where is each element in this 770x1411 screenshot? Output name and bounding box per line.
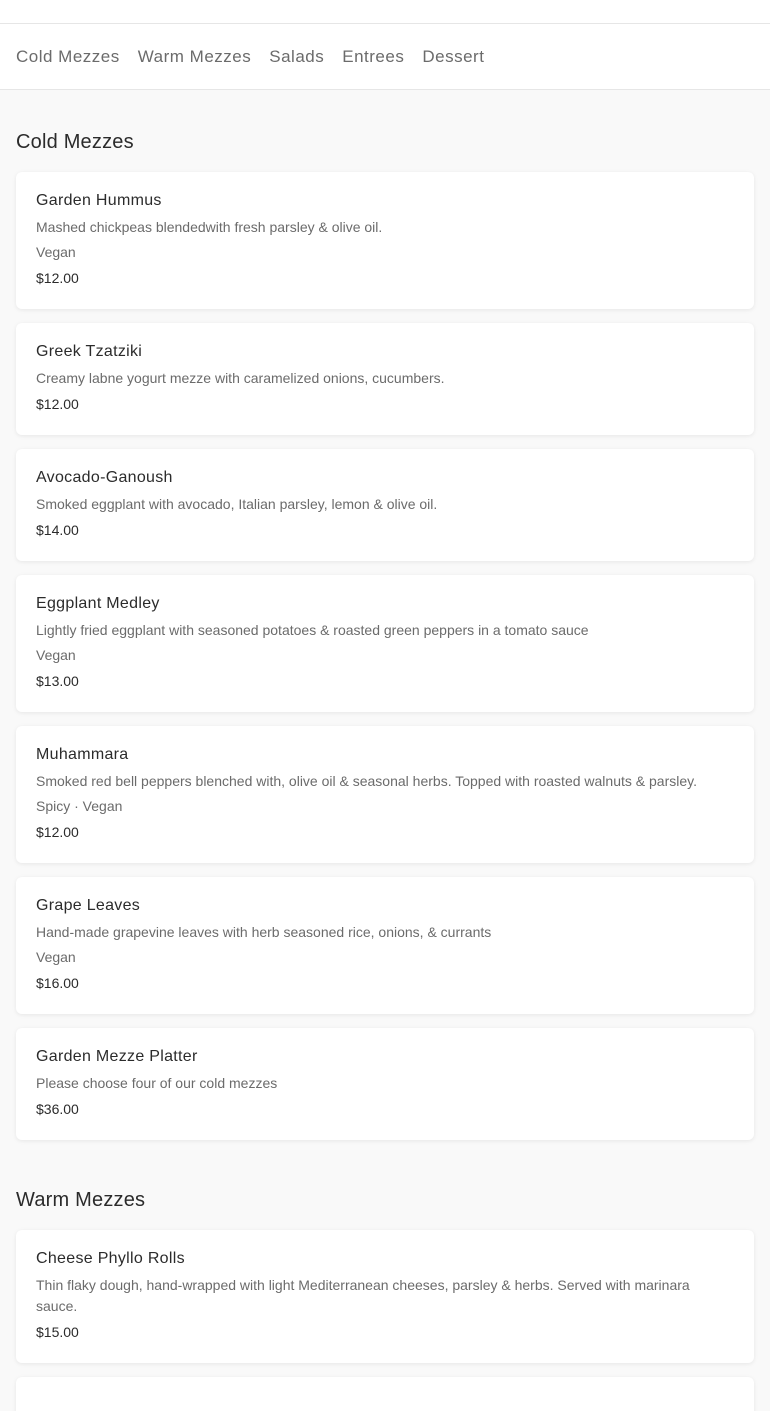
nav-warm-mezzes[interactable]: Warm Mezzes: [137, 46, 252, 66]
item-name: Greek Tzatziki: [36, 343, 143, 360]
item-name: Eggplant Medley: [36, 595, 160, 612]
item-name: Garden Hummus: [36, 192, 162, 209]
nav-entrees[interactable]: Entrees: [342, 46, 405, 66]
item-description: Lightly fried eggplant with seasoned potatoes & roasted green peppers in a tomato sauce: [36, 622, 589, 638]
item-description: Hand-made grapevine leaves with herb seasoned rice, onions, & currants: [36, 924, 492, 940]
menu-content: [0, 90, 770, 1411]
menu-item-card[interactable]: [16, 726, 754, 863]
item-price: $12.00: [36, 396, 79, 412]
section-title: Cold Mezzes: [16, 131, 134, 153]
top-bar: [0, 0, 770, 24]
section-title: Warm Mezzes: [16, 1189, 146, 1211]
section-warm-mezzes: [16, 1154, 754, 1411]
menu-item-card[interactable]: [16, 1028, 754, 1140]
menu-item-card[interactable]: [16, 1377, 754, 1411]
item-price: $16.00: [36, 975, 79, 991]
menu-item-card[interactable]: [16, 172, 754, 309]
nav-cold-mezzes[interactable]: Cold Mezzes: [16, 46, 120, 66]
item-description: Smoked eggplant with avocado, Italian parsley, lemon & olive oil.: [36, 496, 438, 512]
menu-item-card[interactable]: [16, 575, 754, 712]
item-price: $12.00: [36, 270, 79, 286]
item-name: Grape Leaves: [36, 897, 141, 914]
item-name: Avocado-Ganoush: [36, 469, 173, 486]
item-price: $12.00: [36, 824, 79, 840]
item-description: Please choose four of our cold mezzes: [36, 1075, 278, 1091]
item-price: $13.00: [36, 673, 79, 689]
menu-item-card[interactable]: [16, 877, 754, 1014]
menu-item-card[interactable]: [16, 1230, 754, 1363]
item-description: Smoked red bell peppers blenched with, olive oil & seasonal herbs. Topped with roasted walnuts & parsley.: [36, 773, 697, 789]
item-name: Garden Mezze Platter: [36, 1048, 198, 1065]
item-tags: Spicy · Vegan: [36, 798, 123, 814]
nav-dessert[interactable]: Dessert: [422, 46, 485, 66]
item-description: Creamy labne yogurt mezze with caramelized onions, cucumbers.: [36, 370, 445, 386]
menu-item-card[interactable]: [16, 323, 754, 435]
item-tags: Vegan: [36, 647, 76, 663]
item-price: $36.00: [36, 1101, 79, 1117]
item-price: $15.00: [36, 1324, 79, 1340]
nav-salads[interactable]: Salads: [269, 46, 325, 66]
item-name: Muhammara: [36, 746, 129, 763]
item-description: Thin flaky dough, hand-wrapped with light Mediterranean cheeses, parsley & herbs. Served with marinara sauce.: [36, 1277, 690, 1314]
item-tags: Vegan: [36, 244, 76, 260]
menu-item-card[interactable]: [16, 449, 754, 561]
item-tags: Vegan: [36, 949, 76, 965]
item-name: Cheese Phyllo Rolls: [36, 1250, 185, 1267]
section-cold-mezzes: [16, 90, 754, 1140]
category-nav: [0, 24, 770, 90]
item-price: $14.00: [36, 522, 79, 538]
item-description: Mashed chickpeas blendedwith fresh parsley & olive oil.: [36, 219, 383, 235]
